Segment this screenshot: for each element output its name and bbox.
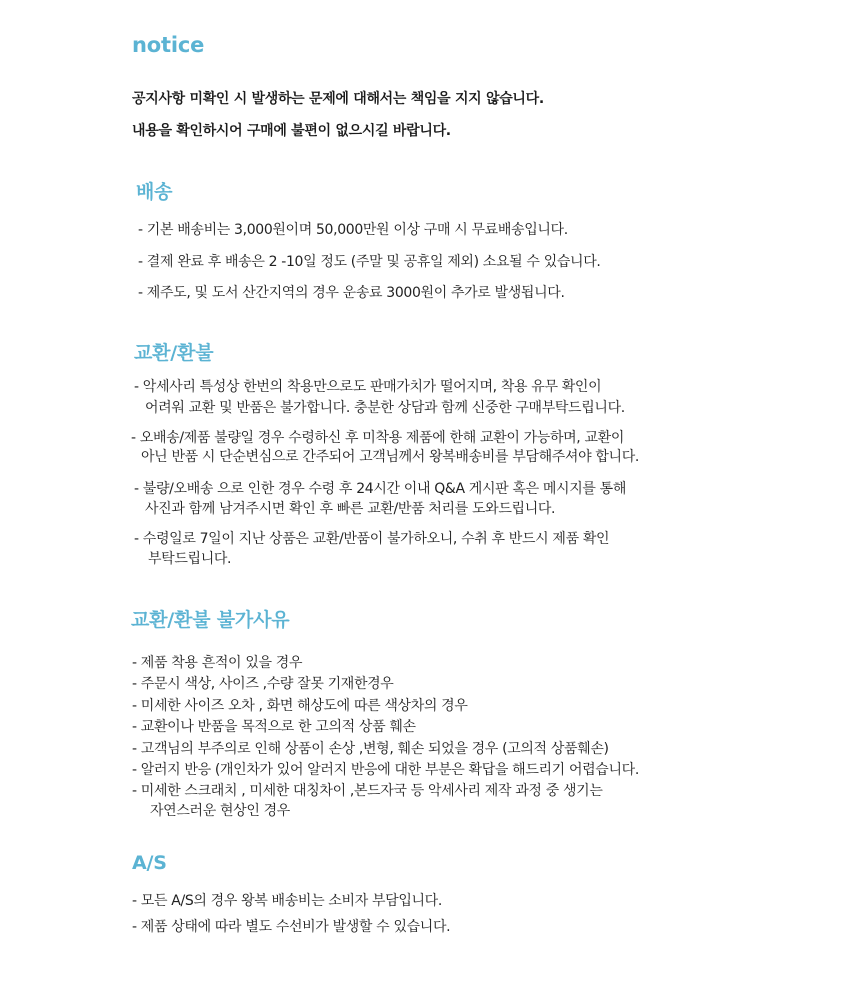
non-exchange-title: 교환/환불 불가사유 [131,609,290,631]
shipping-title: 배송 [136,181,173,203]
exchange-line-8: 부탁드립니다. [148,551,232,567]
non-exchange-line-1: - 제품 착용 흔적이 있을 경우 [132,655,303,671]
exchange-line-5: - 불량/오배송 으로 인한 경우 수령 후 24시간 이내 Q&A 게시판 혹은 메시지를 통해 [134,481,626,497]
exchange-line-6: 사진과 함께 남겨주시면 확인 후 빠른 교환/반품 처리를 도와드립니다. [145,501,556,517]
exchange-line-3: - 오배송/제품 불량일 경우 수령하신 후 미착용 제품에 한해 교환이 가능하며, 교환이 [131,430,625,446]
non-exchange-line-2: - 주문시 색상, 사이즈 ,수량 잘못 기재한경우 [132,676,394,692]
as-line-1: - 모든 A/S의 경우 왕복 배송비는 소비자 부담입니다. [132,893,442,909]
shipping-line-1: - 기본 배송비는 3,000원이며 50,000만원 이상 구매 시 무료배송입니다. [138,222,568,238]
as-line-2: - 제품 상태에 따라 별도 수선비가 발생할 수 있습니다. [132,919,451,935]
non-exchange-line-5: - 고객님의 부주의로 인해 상품이 손상 ,변형, 훼손 되었을 경우 (고의적 상품훼손) [132,741,609,757]
notice-title: notice [132,33,205,57]
non-exchange-line-7: - 미세한 스크래치 , 미세한 대칭차이 ,본드자국 등 악세사리 제작 과정 중 생기는 [132,783,603,799]
exchange-title: 교환/환불 [134,342,214,364]
exchange-line-2: 어려워 교환 및 반품은 불가합니다. 충분한 상담과 함께 신중한 구매부탁드립니다. [145,400,625,416]
non-exchange-line-4: - 교환이나 반품을 목적으로 한 고의적 상품 훼손 [132,719,416,735]
notice-line-2: 내용을 확인하시어 구매에 불편이 없으시길 바랍니다. [132,123,451,139]
non-exchange-line-6: - 알러지 반응 (개인차가 있어 알러지 반응에 대한 부분은 확답을 해드리기 어렵습니다. [132,762,639,778]
shipping-line-3: - 제주도, 및 도서 산간지역의 경우 운송료 3000원이 추가로 발생됩니다. [138,285,565,301]
as-title: A/S [132,852,167,874]
exchange-line-4: 아닌 반품 시 단순변심으로 간주되어 고객님께서 왕복배송비를 부담해주셔야 합니다. [141,449,639,465]
notice-line-1: 공지사항 미확인 시 발생하는 문제에 대해서는 책임을 지지 않습니다. [132,91,544,107]
exchange-line-7: - 수령일로 7일이 지난 상품은 교환/반품이 불가하오니, 수취 후 반드시 제품 확인 [134,531,610,547]
exchange-line-1: - 악세사리 특성상 한번의 착용만으로도 판매가치가 떨어지며, 착용 유무 확인이 [134,379,602,395]
non-exchange-line-8: 자연스러운 현상인 경우 [150,803,290,819]
non-exchange-line-3: - 미세한 사이즈 오차 , 화면 해상도에 따른 색상차의 경우 [132,698,468,714]
shipping-line-2: - 결제 완료 후 배송은 2 -10일 정도 (주말 및 공휴일 제외) 소요될 수 있습니다. [138,254,601,270]
